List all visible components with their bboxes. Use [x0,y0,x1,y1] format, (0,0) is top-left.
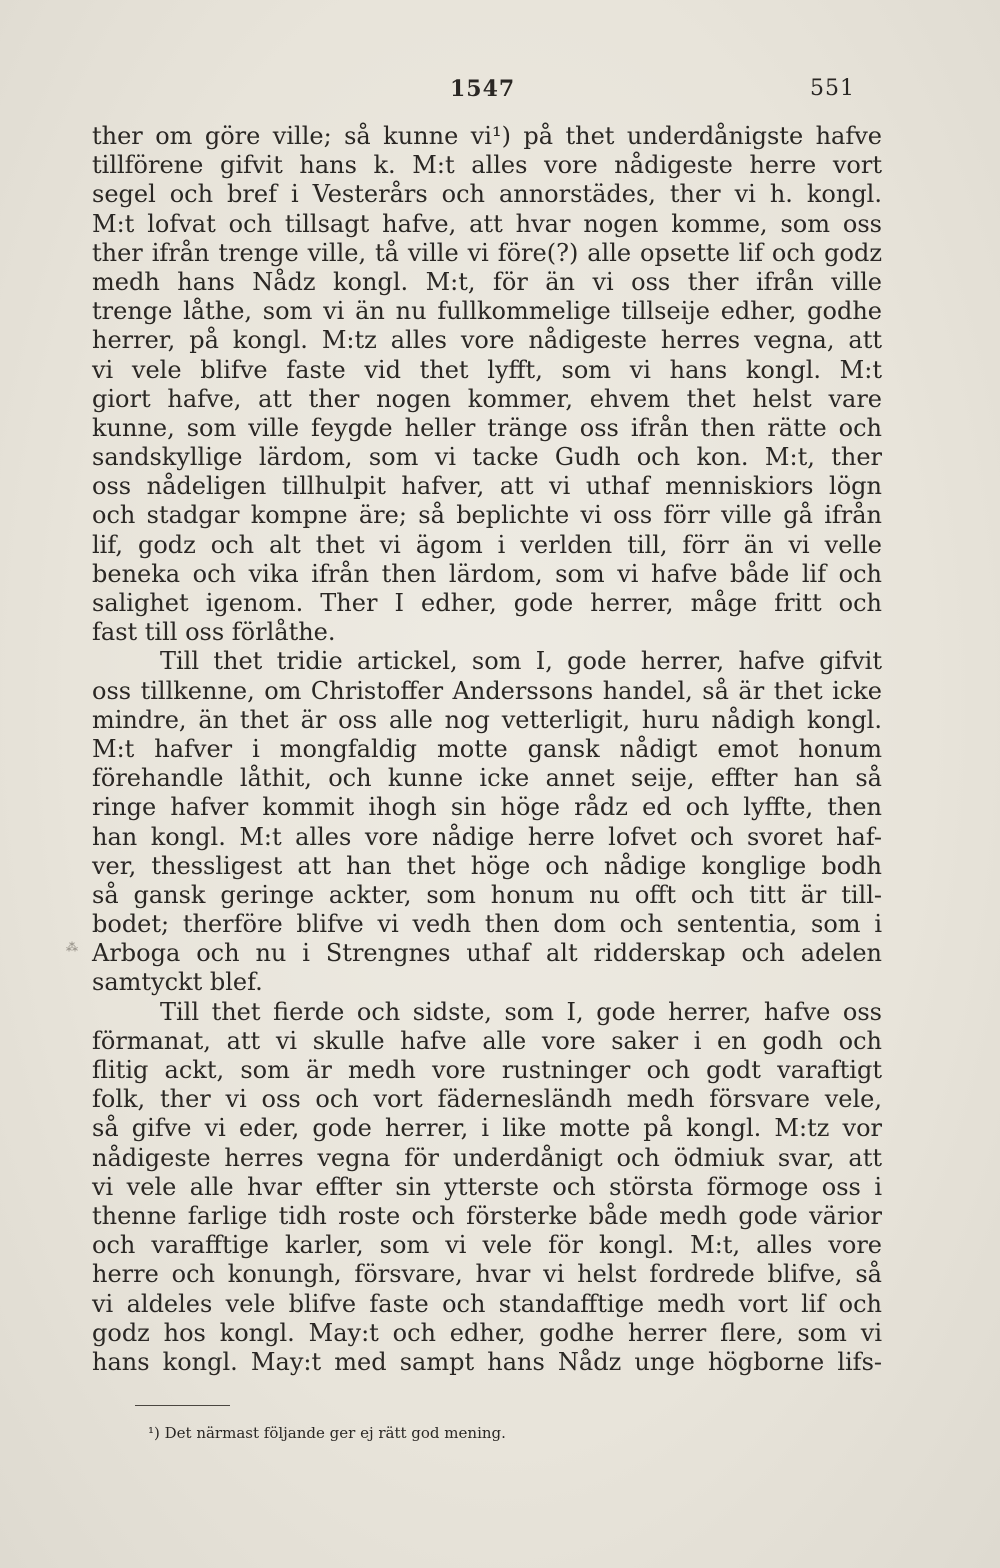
text-line: kunne, som ville feygde heller tränge oss ifrån then rätte och [92,413,882,442]
footnote-rule [135,1405,230,1406]
page-number: 551 [810,76,855,101]
text-line: vi aldeles vele blifve faste och standafftige medh vort lif och [92,1289,882,1318]
text-line: förehandle låthit, och kunne icke annet seije, effter han så [92,764,882,793]
text-line: giort hafve, att ther nogen kommer, ehvem thet helst vare [92,384,882,413]
text-line: mindre, än thet är oss alle nog vetterligit, huru nådigh kongl. [92,705,882,734]
text-line: tillförene gifvit hans k. M:t alles vore nådigeste herre vort [92,151,882,180]
text-line: bodet; therföre blifve vi vedh then dom och sententia, som i [92,910,882,939]
text-line: så gifve vi eder, gode herrer, i like motte på kongl. M:tz vor [92,1114,882,1143]
text-line: flitig ackt, som är medh vore rustninger och godt varaftigt [92,1056,882,1084]
text-line: herrer, på kongl. M:tz alles vore nådigeste herres vegna, att [92,326,882,355]
footnote: ¹) Det närmast följande ger ej rätt god mening. [148,1424,506,1442]
text-line: samtyckt blef. [92,968,263,997]
text-line: och stadgar kompne äre; så beplichte vi oss förr ville gå ifrån [92,501,882,530]
text-line: Arboga och nu i Strengnes uthaf alt ridderskap och adelen [92,939,882,968]
text-line: sandskyllige lärdom, som vi tacke Gudh och kon. M:t, ther [92,443,882,472]
text-line: nådigeste herres vegna för underdånigt och ödmiuk svar, att [92,1143,882,1172]
header-year: 1547 [450,76,516,102]
text-line: M:t hafver i mongfaldig motte gansk nådigt emot honum [92,734,882,763]
text-line: M:t lofvat och tillsagt hafve, att hvar nogen komme, som oss [92,209,882,238]
text-line: salighet igenom. Ther I edher, gode herrer, måge fritt och [92,589,882,617]
text-line: herre och konungh, försvare, hvar vi helst fordrede blifve, så [92,1260,882,1289]
text-line: trenge låthe, som vi än nu fullkommelige tillseije edher, godhe [92,297,882,326]
text-line: förmanat, att vi skulle hafve alle vore saker i en godh och [92,1026,882,1055]
text-line: Till thet fierde och sidste, som I, gode herrer, hafve oss [160,997,882,1026]
text-line: oss tillkenne, om Christoffer Anderssons handel, så är thet icke [92,676,882,705]
text-line: vi vele alle hvar effter sin ytterste och största förmoge oss i [92,1172,882,1201]
text-line: och varafftige karler, som vi vele för kongl. M:t, alles vore [92,1231,882,1260]
text-line: oss nådeligen tillhulpit hafver, att vi uthaf menniskiors lögn [92,472,882,501]
text-line: segel och bref i Vesterårs och annorstädes, ther vi h. kongl. [92,180,882,209]
text-line: ther ifrån trenge ville, tå ville vi före(?) alle opsette lif och godz [92,238,882,267]
text-line: Till thet tridie artickel, som I, gode herrer, hafve gifvit [160,647,882,676]
text-line: vi vele blifve faste vid thet lyfft, som vi hans kongl. M:t [92,355,882,384]
text-line: han kongl. M:t alles vore nådige herre lofvet och svoret haf- [92,822,882,851]
text-line: godz hos kongl. May:t och edher, godhe herrer flere, som vi [92,1318,882,1347]
running-header [0,70,1000,110]
text-line: folk, ther vi oss och vort fädernesländh medh försvare vele, [92,1085,882,1114]
text-line: lif, godz och alt thet vi ägom i verlden till, förr än vi velle [92,530,882,559]
text-line: medh hans Nådz kongl. M:t, för än vi oss ther ifrån ville [92,267,882,296]
text-line: thenne farlige tidh roste och försterke både medh gode värior [92,1201,882,1230]
print-speck: ⁂ [66,940,78,954]
text-line: så gansk geringe ackter, som honum nu offt och titt är till- [92,880,882,909]
text-line: ther om göre ville; så kunne vi¹) på thet underdånigste hafve [92,122,882,150]
text-line: hans kongl. May:t med sampt hans Nådz unge högborne lifs- [92,1347,882,1376]
text-line: beneka och vika ifrån then lärdom, som vi hafve både lif och [92,559,882,588]
text-line: ver, thessligest att han thet höge och nådige konglige bodh [92,851,882,880]
text-line: fast till oss förlåthe. [92,618,336,647]
text-line: ringe hafver kommit ihogh sin höge rådz ed och lyffte, then [92,793,882,822]
body-text [92,122,882,1377]
